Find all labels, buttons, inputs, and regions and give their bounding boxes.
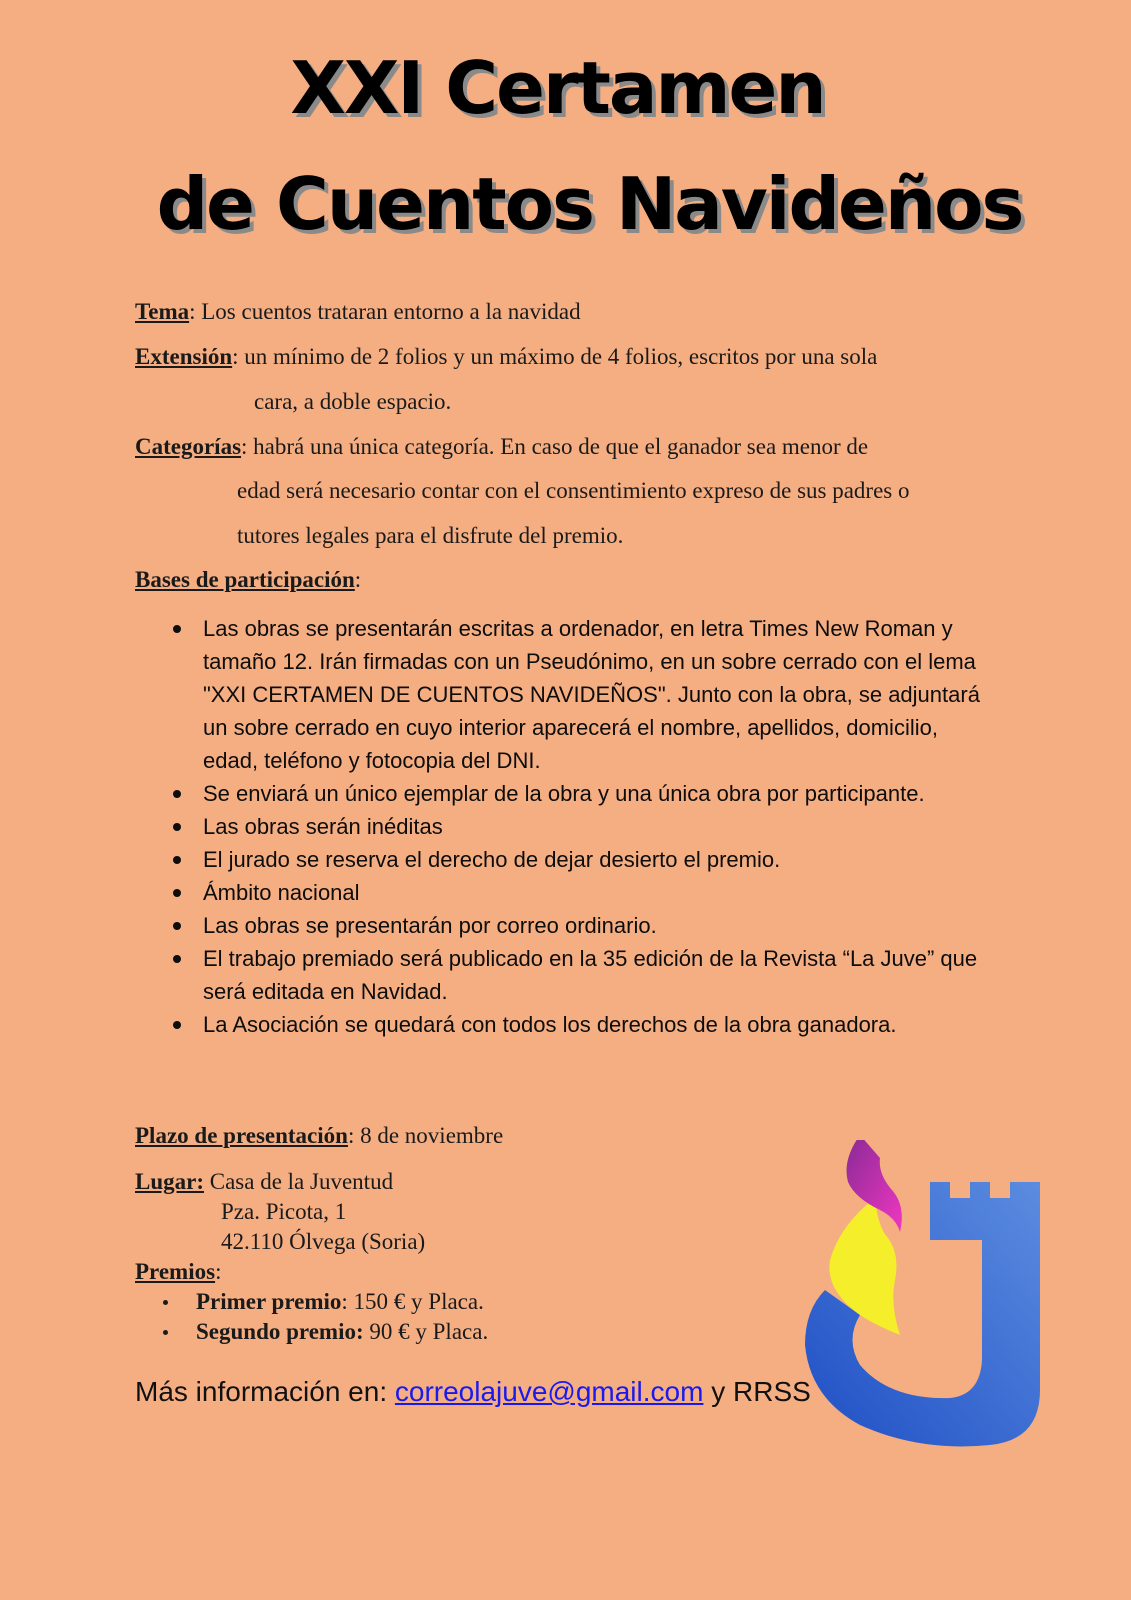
list-item — [160, 1317, 488, 1347]
categorias-text-1: : habrá una única categoría. En caso de que el ganador sea menor de — [241, 434, 869, 459]
premios-row — [135, 1260, 221, 1283]
prize-label: Primer premio — [196, 1289, 342, 1314]
plazo-row — [135, 1124, 503, 1147]
bases-label: Bases de participación — [135, 567, 355, 592]
categorias-row — [135, 435, 868, 458]
extension-row — [135, 345, 877, 368]
categorias-label: Categorías — [135, 434, 242, 459]
plazo-label: Plazo de presentación — [135, 1123, 348, 1148]
categorias-text-3: tutores legales para el disfrute del premio. — [237, 523, 624, 548]
bases-row — [135, 568, 361, 591]
bases-list — [170, 612, 993, 1041]
list-item: Ámbito nacional — [170, 876, 993, 909]
lugar-text-1: Casa de la Juventud — [204, 1169, 394, 1194]
list-item: El trabajo premiado será publicado en la 35 edición de la Revista “La Juve” que será editada en Navidad. — [170, 942, 993, 1008]
more-info — [135, 1376, 811, 1408]
prize-label: Segundo premio: — [196, 1319, 364, 1344]
lugar-row — [135, 1170, 393, 1193]
prize-text: : 150 € y Placa. — [341, 1289, 484, 1314]
page-title-line1: XXI Certamen — [290, 46, 825, 130]
categorias-text-2: edad será necesario contar con el consentimiento expreso de sus padres o — [237, 478, 910, 503]
tema-label: Tema — [135, 299, 190, 324]
list-item: El jurado se reserva el derecho de dejar desierto el premio. — [170, 843, 993, 876]
lugar-label: Lugar: — [135, 1169, 204, 1194]
list-item: Las obras serán inéditas — [170, 810, 993, 843]
bases-suffix: : — [354, 567, 362, 592]
list-item: Se enviará un único ejemplar de la obra y una única obra por participante. — [170, 777, 993, 810]
flame-j-logo-icon — [800, 1140, 1070, 1460]
list-item: La Asociación se quedará con todos los derechos de la obra ganadora. — [170, 1008, 993, 1041]
list-item: Las obras se presentarán por correo ordinario. — [170, 909, 993, 942]
list-item: Las obras se presentarán escritas a ordenador, en letra Times New Roman y tamaño 12. Irán firmadas con un Pseudónimo, en un sobre cerrado con el lema "XXI CERTAMEN DE CUENTOS NAVIDEÑOS". Junto con la obra, se adjuntará un sobre cerrado en cuyo interior aparecerá el nombre, apellidos, domicilio, edad, teléfono y fotocopia del DNI. — [170, 612, 993, 777]
email-link[interactable]: correolajuve@gmail.com — [394, 1376, 704, 1407]
lugar-text-3: 42.110 Ólvega (Soria) — [221, 1229, 426, 1254]
extension-label: Extensión — [135, 344, 233, 369]
tema-text: : Los cuentos trataran entorno a la navidad — [189, 299, 581, 324]
more-info-prefix: Más información en: — [135, 1376, 395, 1407]
more-info-suffix: y RRSS — [703, 1376, 811, 1407]
prize-text: 90 € y Placa. — [363, 1319, 489, 1344]
premios-list — [160, 1287, 488, 1347]
list-item — [160, 1287, 488, 1317]
premios-label: Premios — [135, 1259, 216, 1284]
page-title-line2: de Cuentos Navideños — [156, 162, 1023, 246]
plazo-text: : 8 de noviembre — [347, 1123, 504, 1148]
extension-text-1: : un mínimo de 2 folios y un máximo de 4 folios, escritos por una sola — [232, 344, 878, 369]
tema-row — [135, 300, 581, 323]
lugar-text-2: Pza. Picota, 1 — [221, 1199, 347, 1224]
premios-suffix: : — [215, 1259, 222, 1284]
extension-text-2: cara, a doble espacio. — [254, 389, 452, 414]
